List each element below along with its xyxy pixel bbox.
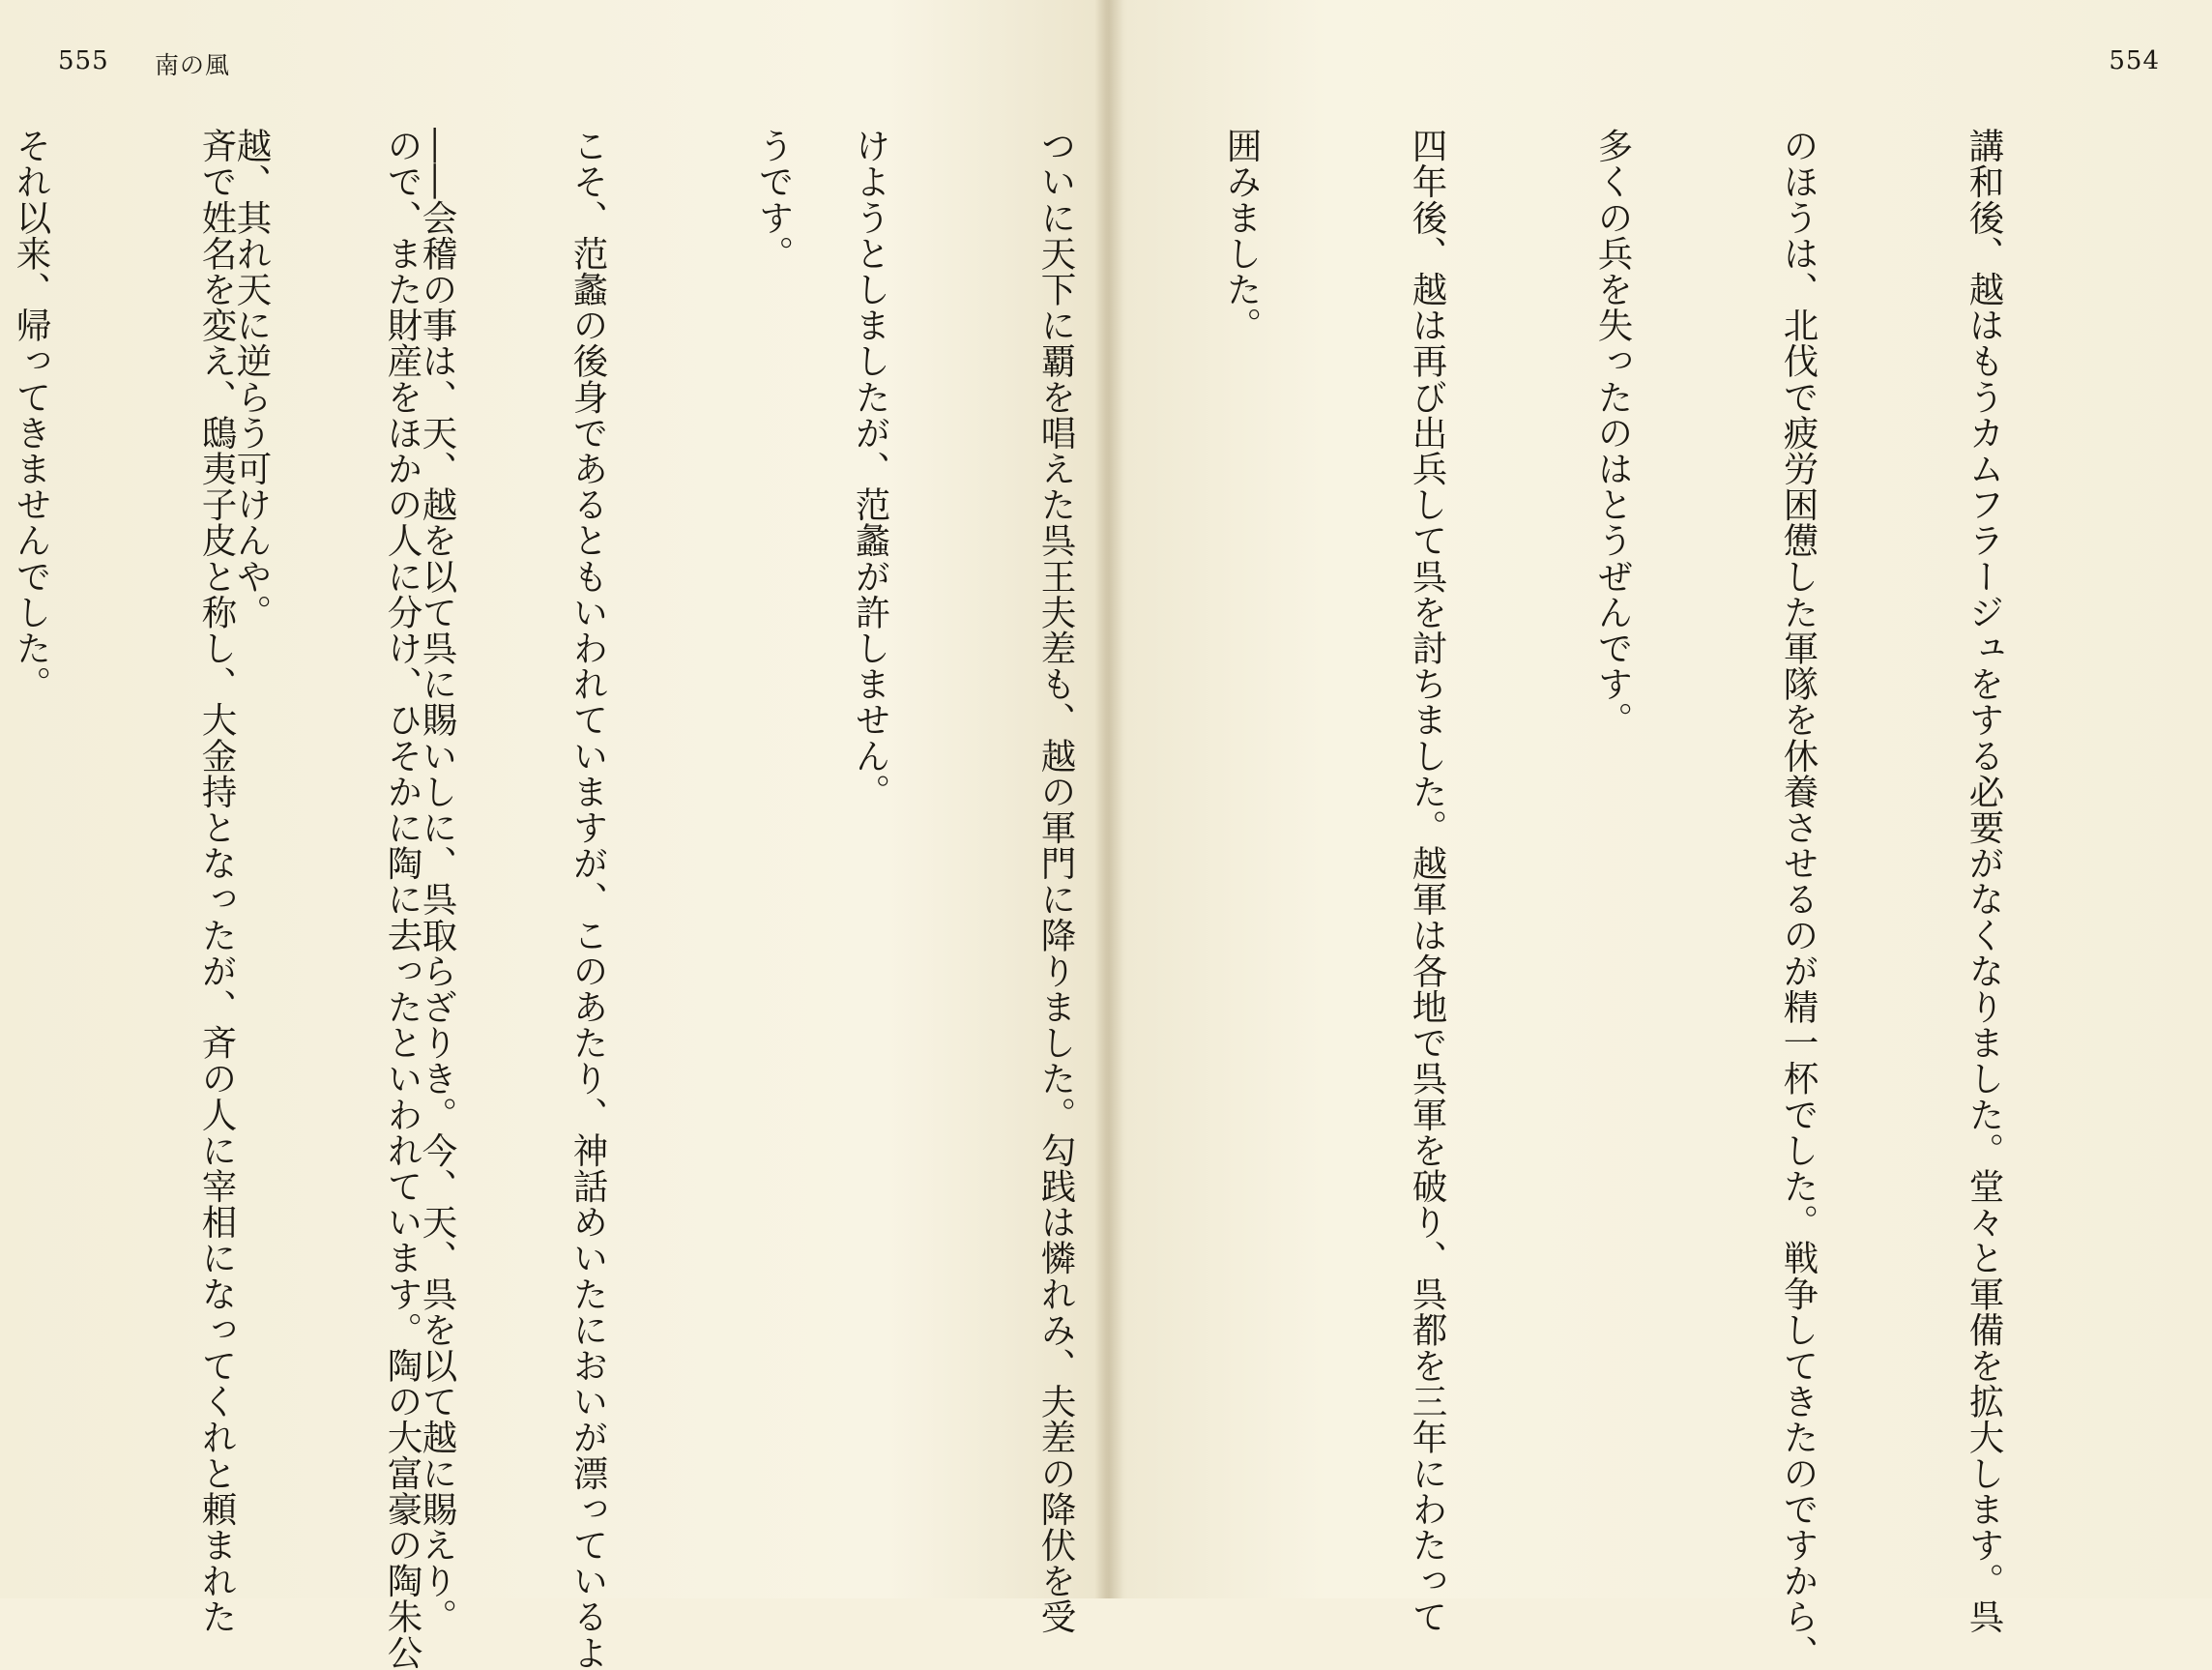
text-line: 四年後、越は再び出兵して呉を討ちました。越軍は各地で呉軍を破り、呉都を三年にわたって [1407,128,1448,1635]
text-line: 越、其れ天に逆らう可けんや。 [231,128,273,630]
right-page-body [0,128,2139,1670]
text-line: のほうは、北伐で疲労困憊した軍隊を休養させるのが精一杯でした。戦争してきたのですから、 [1778,128,1819,1670]
text-line: 多くの兵を失ったのはとうぜんです。 [1592,128,1634,738]
running-title: 南の風 [155,51,231,79]
text-line: ついに天下に覇を唱えた呉王夫差も、越の軍門に降りました。勾践は憐れみ、夫差の降伏を受 [1035,128,1077,1635]
text-line: 斉で姓名を変え、鴟夷子皮と称し、大金持となったが、斉の人に宰相になってくれと頼まれた [196,128,238,1635]
text-line: 囲みました。 [1221,128,1263,343]
text-line: こそ、范蠡の後身であるともいわれていますが、このあたり、神話めいたにおいが漂っているよ [568,128,609,1670]
text-line: 講和後、越はもうカムフラージュをする必要がなくなりました。堂々と軍備を拡大します。呉 [1964,128,2005,1635]
text-line: けようとしましたが、范蠡が許しません。 [850,128,891,809]
text-line: うです。 [753,128,795,272]
page-number-left: 555 [58,46,109,75]
text-line: それ以来、帰ってきませんでした。 [11,128,52,702]
text-line: ので、また財産をほかの人に分け、ひそかに陶に去ったといわれています。陶の大富豪の陶朱公 [382,128,423,1670]
text-line: ――会稽の事は、天、越を以て呉に賜いしに、呉取らざりき。今、天、呉を以て越に賜えり。 [417,128,458,1635]
page-number-right: 554 [2109,46,2160,75]
